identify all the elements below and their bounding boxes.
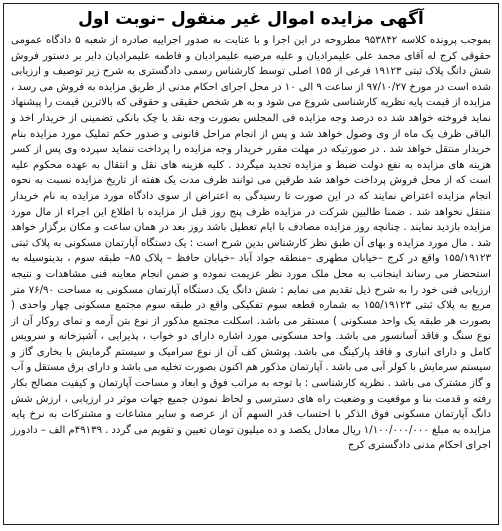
auction-notice bbox=[3, 3, 499, 525]
notice-title: آگهی مزایده اموال غیر منقول –نوبت اول bbox=[78, 9, 424, 29]
notice-body: بموجب پرونده کلاسه ۹۵۳۸۴۲ مطروحه در این اجرا و با عنایت به صدور اجراییه صادره از شعبه ۵ دادگاه عمومی حقوقی کرج له آقای محمد علی علیمرادیان و علیه مرضیه علیمرادیان و فاطمه علیمرادیان دایر بر دستور فروش شش دانگ پلاک ثبتی ۱۹۱۲۳ فرعی از ۱۵۵ اصلی توسط کارشناس رسمی دادگستری به شرح زیر توصیف و ارزیابی شده است در مورخ ۹۷/۱۰/۲۷ از ساعت ۹ الی ۱۰ در محل اجرای احکام مدنی از طریق مزایده به فروش می رسد ، مزایده از قیمت پایه نظریه کارشناسی شروع می شود و به هر شخص حقیقی و حقوقی که بالاترین قیمت را پیشنهاد نماید فروخته خواهد شد ده درصد وجه مزایده فی المجلس بصورت وجه نقد یا چک بانکی تضمینی از خریدار اخذ و الباقی ظرف یک ماه از وی وصول خواهد شد و پس از انجام مراحل قانونی و صدور حکم تملیک مورد مزایده بنام خریدار منتقل خواهد شد . در صورتیکه در مهلت مقرر خریدار وجه مزایده را پرداخت ننماید سپرده وی پس از کسر هزینه های مزایده به نفع دولت ضبط و مزایده تجدید میگردد . کلیه هزینه های نقل و انتقال به عهده محکوم علیه است که از محل فروش پرداخت خواهد شد طرفین می توانند ظرف مدت یک هفته از تاریخ مزایده نسبت به نحوه انجام مزایده اعتراض نمایند که در این صورت تا رسیدگی به اعتراض از سوی دادگاه مورد مزایده به نام خریدار منتقل نخواهد شد . ضمنا طالبین شرکت در مزایده ظرف پنج روز قبل از مزایده با اطلاع این اجراء از مال مورد مزایده بازدید نمایند . چنانچه روز مزایده مصادف با ایام تعطیل باشد روز بعد در همان ساعت و مکان برگزار خواهد شد . مال مورد مزایده و بهای آن طبق نظر کارشناس بدین شرح است : یک دستگاه آپارتمان مسکونی به پلاک ثبتی ۱۵۵/۱۹۱۲۳ واقع در کرج –خیابان مطهری –منطقه جواد آباد –خیابان حافظ – پلاک ۸۵– طبقه سوم ، بدینوسیله به استحضار می رساند اینجانب به محل ملک مورد نظر عزیمت نموده و ضمن انجام معاینه فنی مشاهدات و نتیجه ارزیابی فنی خود را به شرح ذیل تقدیم می نمایم : شش دانگ یک دستگاه آپارتمان مسکونی به مساحت ۷۶/۹۰ متر مربع به پلاک ثبتی ۱۵۵/۱۹۱۲۳ به شماره قطعه سوم تفکیکی واقع در طبقه سوم مجتمع مسکونی چهار واحدی ( بصورت هر طبقه یک واحد مسکونی ) مستقر می باشد. اسکلت مجتمع مذکور از نوع بتن آرمه و نمای روکار آن از نوع سنگ و فاقد آسانسور می باشد. واحد مسکونی مورد اشاره دارای دو خواب ، پذیرایی ، آشپزخانه و سرویس کامل و دارای انباری و فاقد پارکینگ می باشد. پوشش کف آن از نوع سرامیک و سیستم گرمایش با بخاری گاز و سیستم سرمایش با کولر آبی می باشد . آپارتمان مذکور هم اکنون بصورت تخلیه می باشد و دارای برق مستقل و آب و گاز مشترک می باشد . نظریه کارشناسی : با توجه به مراتب فوق و ابعاد و مساحت آپارتمان و کیفیت مصالح بکار رفته و قدمت بنا و موقعیت و وضعیت راه های دسترسی و لحاظ نمودن جمیع جهات موثر در ارزیابی ، ارزش شش دانگ آپارتمان مسکونی فوق الذکر با احتساب قدر السهم آن از عرصه و سایر مشاعات و مشترکات به نرخ پایه مزایده به مبلغ ۱/۱۰۰/۰۰۰/۰۰۰ ریال معادل یکصد و ده میلیون تومان تعیین و تقویم می گردد . ۴۹۱۳۹م الف – دادورز اجرای احکام مدنی دادگستری کرج bbox=[11, 35, 491, 452]
